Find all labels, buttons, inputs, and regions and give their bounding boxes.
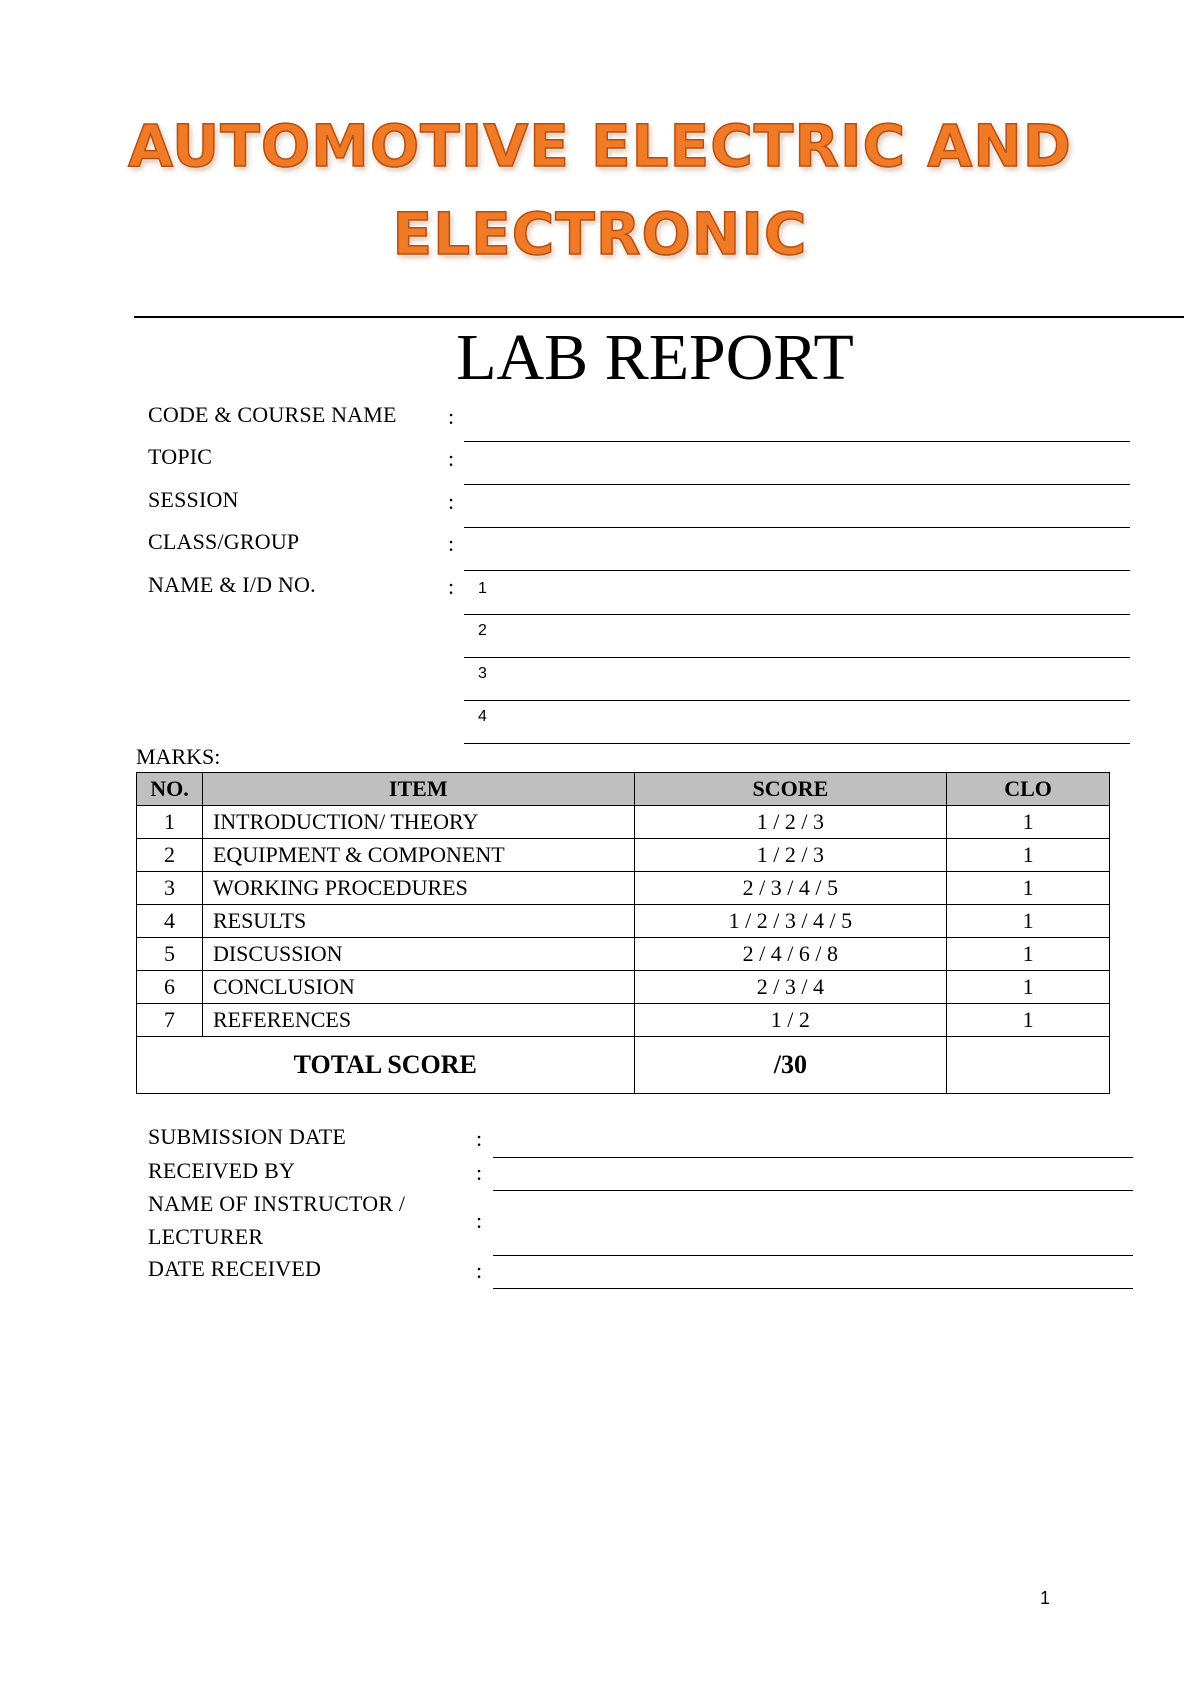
marks-table-header [137,773,1110,806]
row-clo: 1 [947,872,1110,905]
row-score: 2 / 3 / 4 / 5 [634,872,947,905]
table-row [137,839,1110,872]
row-score: 1 / 2 / 3 / 4 / 5 [634,905,947,938]
row-clo: 1 [947,905,1110,938]
header-item: ITEM [202,773,634,806]
row-item: INTRODUCTION/ THEORY [202,806,634,839]
row-no: 5 [137,938,203,971]
table-row [137,938,1110,971]
name-id-label: NAME & I/D NO. [148,572,316,597]
name-id-colon: : [448,574,455,599]
row-clo: 1 [947,806,1110,839]
date-received-line[interactable] [493,1288,1133,1289]
session-colon: : [448,489,455,514]
row-score: 2 / 3 / 4 [634,971,947,1004]
submission-date-colon: : [476,1126,483,1151]
row-score: 1 / 2 / 3 [634,839,947,872]
instructor-line[interactable] [493,1255,1133,1256]
received-by-line[interactable] [493,1190,1133,1191]
row-item: CONCLUSION [202,971,634,1004]
total-row [137,1037,1110,1094]
name-row-line[interactable] [464,743,1130,744]
course-label: CODE & COURSE NAME [148,402,397,427]
row-item: RESULTS [202,905,634,938]
date-received-colon: : [476,1258,483,1283]
row-no: 3 [137,872,203,905]
received-by-colon: : [476,1160,483,1185]
marks-label: MARKS: [136,744,221,769]
course-input-line[interactable] [464,441,1130,442]
document-title: LAB REPORT [456,321,854,394]
topic-label: TOPIC [148,444,213,469]
table-row [137,806,1110,839]
row-item: DISCUSSION [202,938,634,971]
row-no: 4 [137,905,203,938]
table-row [137,872,1110,905]
total-clo-cell [947,1037,1110,1094]
row-no: 6 [137,971,203,1004]
session-label: SESSION [148,487,239,512]
row-clo: 1 [947,839,1110,872]
header-no: NO. [137,773,203,806]
course-colon: : [448,404,455,429]
date-received-label: DATE RECEIVED [148,1256,322,1281]
row-clo: 1 [947,971,1110,1004]
total-score-label: TOTAL SCORE [137,1037,635,1094]
header-clo: CLO [947,773,1110,806]
row-no: 2 [137,839,203,872]
topic-input-line[interactable] [464,484,1130,485]
row-no: 1 [137,806,203,839]
session-input-line[interactable] [464,527,1130,528]
instructor-colon: : [476,1208,483,1233]
course-title-line-1: AUTOMOTIVE ELECTRIC AND [128,112,1072,180]
class-group-colon: : [448,531,455,556]
row-clo: 1 [947,938,1110,971]
name-row-number: 3 [478,665,487,682]
row-item: REFERENCES [202,1004,634,1037]
submission-date-line[interactable] [493,1157,1133,1158]
submission-date-label: SUBMISSION DATE [148,1124,346,1149]
instructor-label-line1: NAME OF INSTRUCTOR / [148,1191,406,1216]
course-title-line-2: ELECTRONIC [392,200,808,268]
name-row-line[interactable] [464,657,1130,658]
row-item: WORKING PROCEDURES [202,872,634,905]
name-row-number: 4 [478,708,487,725]
total-score-value: /30 [634,1037,947,1094]
row-score: 1 / 2 [634,1004,947,1037]
marks-table [136,772,1110,1094]
class-group-label: CLASS/GROUP [148,529,300,554]
page-number: 1 [1040,1588,1051,1608]
row-item: EQUIPMENT & COMPONENT [202,839,634,872]
name-row-line[interactable] [464,614,1130,615]
class-group-input-line[interactable] [464,570,1130,571]
name-row-number: 1 [478,580,487,597]
row-score: 2 / 4 / 6 / 8 [634,938,947,971]
row-score: 1 / 2 / 3 [634,806,947,839]
row-no: 7 [137,1004,203,1037]
row-clo: 1 [947,1004,1110,1037]
table-row [137,971,1110,1004]
table-row [137,1004,1110,1037]
table-row [137,905,1110,938]
header-score: SCORE [634,773,947,806]
name-row-number: 2 [478,622,487,639]
instructor-label-line2: LECTURER [148,1224,264,1249]
name-row-line[interactable] [464,700,1130,701]
received-by-label: RECEIVED BY [148,1158,296,1183]
topic-colon: : [448,446,455,471]
